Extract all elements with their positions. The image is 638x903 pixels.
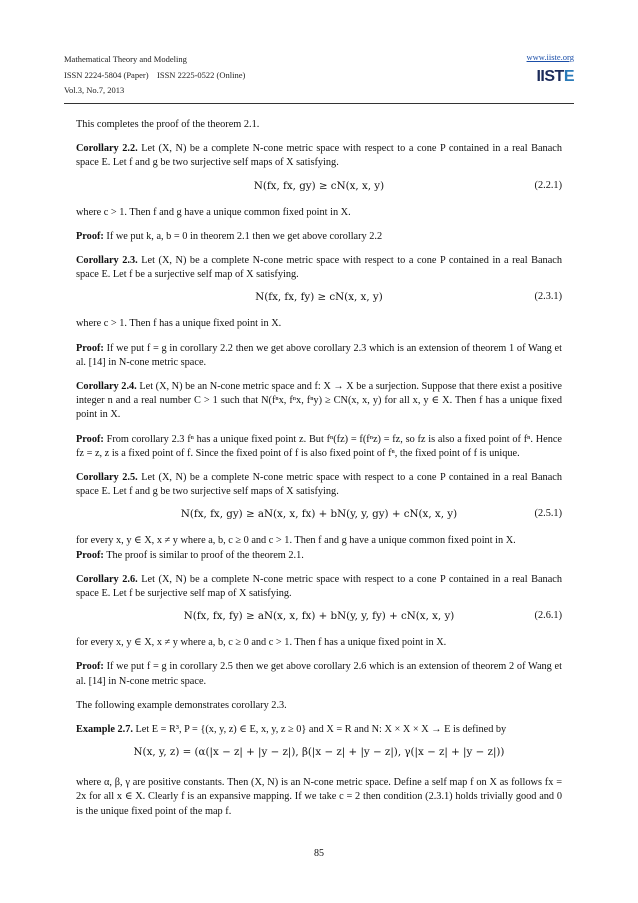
corollary-2-4: [76, 380, 562, 423]
corollary-text: Let (X, N) be a complete N-cone metric space with respect to a cone P contained in a real Banach space E. Let f and g be two surjective self maps of X satisfying.: [76, 472, 562, 498]
equation-number: (2.6.1): [534, 610, 562, 622]
journal-issn: ISSN 2224-5804 (Paper) ISSN 2225-0522 (Online): [64, 69, 246, 80]
equation-body: N(fx, fx, fy) ≥ cN(x, x, y): [255, 291, 383, 304]
corollary-label: Corollary 2.2.: [76, 143, 138, 155]
journal-title: Mathematical Theory and Modeling: [64, 54, 187, 64]
proof-label: Proof:: [76, 661, 104, 673]
equation-example-metric: [76, 745, 562, 769]
corollary-2-6-conclusion: for every x, y ∈ X, x ≠ y where a, b, c ≥ 0 and c > 1. Then f has a unique fixed point in X.: [76, 637, 447, 649]
proof-text: If we put f = g in corollary 2.2 then we get above corollary 2.3 which is an extension of theorem 1 of Wang et al. [14] in N-cone metric space.: [76, 342, 562, 368]
proof-conclusion: This completes the proof of the theorem 2.1.: [76, 119, 260, 130]
proof-text: The proof is similar to proof of the theorem 2.1.: [103, 549, 304, 561]
proof-text: If we put f = g in corollary 2.5 then we get above corollary 2.6 which is an extension of theorem 2 of Wang et al. [14] in N-cone metric space.: [76, 661, 562, 687]
equation-2-3-1: [76, 290, 562, 310]
example-2-7-conclusion: where α, β, γ are positive constants. Then (X, N) is an N-cone metric space. Define a self map f on X as follows fx = 2x for all x ∈ X. Clearly f is an expansive mapping. If we take c = 2 then condition (2.3.1) holds trivially good and 0 is the unique fixed point of the map f.: [76, 777, 562, 817]
page-number: 85: [314, 848, 324, 859]
corollary-label: Corollary 2.5.: [76, 472, 138, 484]
equation-body: N(fx, fx, gy) ≥ cN(x, x, y): [253, 179, 385, 192]
corollary-text: Let (X, N) be an N-cone metric space and f: X → X be a surjection. Suppose that there exist a positive integer n and a real number C > 1 such that N(fⁿx, fⁿx, fⁿy) ≥ CN(x, x, y) for all x, y ∈ X. Then f has a unique fixed point in X.: [76, 381, 562, 421]
corollary-label: Corollary 2.4.: [76, 381, 137, 393]
corollary-text: Let (X, N) be a complete N-cone metric space with respect to a cone P contained in a real Banach space E. Let f be surjective self map of X satisfying.: [76, 573, 562, 600]
equation-2-2-1: [76, 179, 562, 199]
proof-label: Proof:: [76, 433, 104, 445]
publisher-header: [527, 52, 574, 86]
equation-number: (2.3.1): [534, 291, 562, 303]
example-label: Example 2.7.: [76, 724, 133, 736]
paper-body: [76, 118, 562, 829]
journal-volume: Vol.3, No.7, 2013: [64, 85, 125, 95]
proof-2-5: [76, 549, 562, 563]
iiste-logo: IISTE: [536, 68, 574, 85]
example-2-7: [76, 723, 562, 737]
corollary-2-2: [76, 142, 562, 170]
publisher-url[interactable]: www.iiste.org: [526, 52, 574, 62]
corollary-2-2-conclusion: where c > 1. Then f and g have a unique common fixed point in X.: [76, 206, 351, 218]
proof-2-4: [76, 433, 562, 461]
corollary-2-3: [76, 254, 562, 282]
equation-2-6-1: [76, 609, 562, 629]
corollary-text: Let (X, N) be a complete N-cone metric space with respect to a cone P contained in a real Banach space E. Let f and g be two surjective self maps of X satisfying.: [76, 143, 562, 169]
example-text: Let E = R³, P = {(x, y, z) ∈ E, x, y, z ≥ 0} and X = R and N: X × X × X → E is defined by: [132, 724, 507, 736]
equation-2-5-1: [76, 507, 562, 527]
corollary-2-5: [76, 471, 562, 499]
header-rule: [64, 103, 574, 104]
equation-body: N(fx, fx, fy) ≥ aN(x, x, fx) + bN(y, y, fy) + cN(x, x, y): [183, 610, 455, 623]
corollary-text: Let (X, N) be a complete N-cone metric space with respect to a cone P contained in a real Banach space E. Let f be a surjective self map of X satisfying.: [76, 255, 562, 281]
equation-body: N(x, y, z) = (α(|x − z| + |y − z|), β(|x − z| + |y − z|), γ(|x − z| + |y − z|)): [133, 746, 505, 759]
journal-header: [64, 52, 245, 99]
equation-number: (2.2.1): [534, 179, 562, 191]
proof-label: Proof:: [76, 342, 104, 354]
proof-2-2: [76, 230, 562, 244]
corollary-2-3-conclusion: where c > 1. Then f has a unique fixed point in X.: [76, 318, 282, 330]
proof-2-3: [76, 342, 562, 370]
corollary-label: Corollary 2.6.: [76, 573, 138, 585]
proof-label: Proof:: [76, 549, 104, 561]
example-intro: The following example demonstrates corollary 2.3.: [76, 699, 287, 711]
equation-body: N(fx, fx, gy) ≥ aN(x, x, fx) + bN(y, y, gy) + cN(x, x, y): [180, 508, 458, 521]
corollary-2-5-conclusion: for every x, y ∈ X, x ≠ y where a, b, c ≥ 0 and c > 1. Then f and g have a unique common fixed point in X.: [76, 535, 516, 547]
proof-text: If we put k, a, b = 0 in theorem 2.1 then we get above corollary 2.2: [103, 230, 383, 242]
proof-2-6: [76, 660, 562, 688]
corollary-2-6: [76, 573, 562, 601]
equation-number: (2.5.1): [534, 508, 562, 520]
corollary-label: Corollary 2.3.: [76, 255, 138, 267]
proof-label: Proof:: [76, 230, 104, 242]
proof-text: From corollary 2.3 fⁿ has a unique fixed point z. But fⁿ(fz) = f(fⁿz) = fz, so fz is also a fixed point of fⁿ. Hence fz = z, z is a fixed point of f. Since the fixed point of f is also fixed point of fⁿ, the fixed point of f is unique.: [76, 433, 562, 459]
